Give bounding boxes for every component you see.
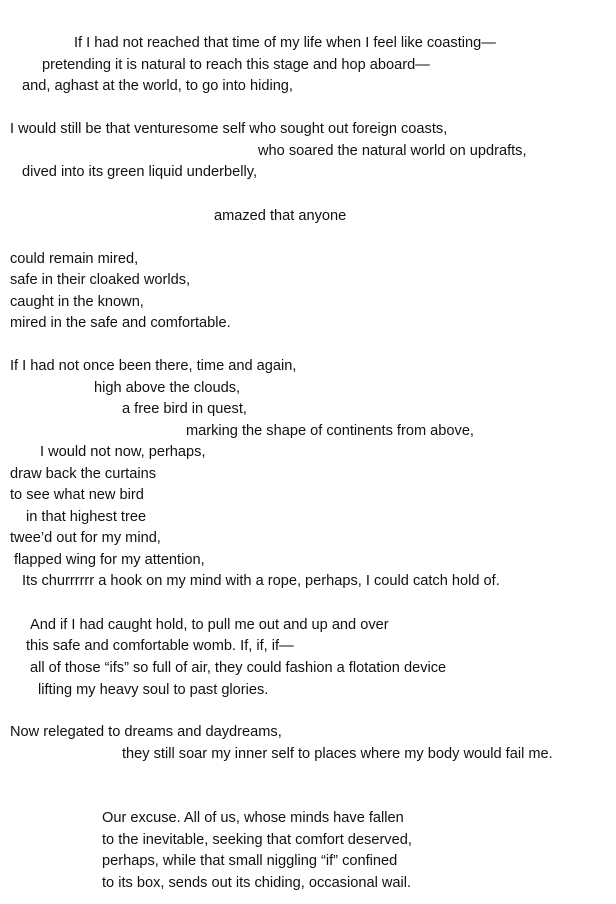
poem-line: dived into its green liquid underbelly, — [22, 164, 257, 180]
poem-line: I would still be that venturesome self who sought out foreign coasts, — [10, 121, 448, 137]
poem-line: could remain mired, — [10, 251, 139, 267]
poem-line: pretending it is natural to reach this stage and hop aboard— — [42, 57, 430, 73]
poem-line: I would not now, perhaps, — [40, 444, 206, 460]
poem-line: they still soar my inner self to places where my body would fail me. — [122, 746, 553, 762]
poem-line: safe in their cloaked worlds, — [10, 272, 191, 288]
poem-line: in that highest tree — [26, 509, 147, 525]
poem-line: to its box, sends out its chiding, occasional wail. — [102, 875, 412, 891]
poem-line: a free bird in quest, — [122, 401, 247, 417]
poem-line: lifting my heavy soul to past glories. — [38, 682, 269, 698]
poem-line: amazed that anyone — [214, 208, 347, 224]
poem-line: to the inevitable, seeking that comfort deserved, — [102, 832, 412, 848]
poem-line: twee’d out for my mind, — [10, 530, 161, 546]
poem-line: marking the shape of continents from above, — [186, 423, 474, 439]
poem-line: to see what new bird — [10, 487, 144, 503]
poem-line: all of those “ifs” so full of air, they could fashion a flotation device — [30, 660, 447, 676]
poem-line: draw back the curtains — [10, 466, 157, 482]
poem-line: caught in the known, — [10, 294, 144, 310]
poem-line: Now relegated to dreams and daydreams, — [10, 724, 282, 740]
poem-line: flapped wing for my attention, — [14, 552, 205, 568]
poem-line: Our excuse. All of us, whose minds have fallen — [102, 810, 404, 826]
poem-line: Its churrrrrr a hook on my mind with a rope, perhaps, I could catch hold of. — [22, 573, 500, 589]
poem-line: And if I had caught hold, to pull me out and up and over — [30, 617, 389, 633]
poem-line: If I had not reached that time of my life when I feel like coasting— — [74, 35, 496, 51]
poem-line: and, aghast at the world, to go into hiding, — [22, 78, 293, 94]
poem-line: perhaps, while that small niggling “if” confined — [102, 853, 398, 869]
poem-line: high above the clouds, — [94, 380, 241, 396]
poem-line: this safe and comfortable womb. If, if, if— — [26, 638, 294, 654]
poem-line: mired in the safe and comfortable. — [10, 315, 231, 331]
poem-line: If I had not once been there, time and again, — [10, 358, 297, 374]
poem-line: who soared the natural world on updrafts, — [258, 143, 527, 159]
